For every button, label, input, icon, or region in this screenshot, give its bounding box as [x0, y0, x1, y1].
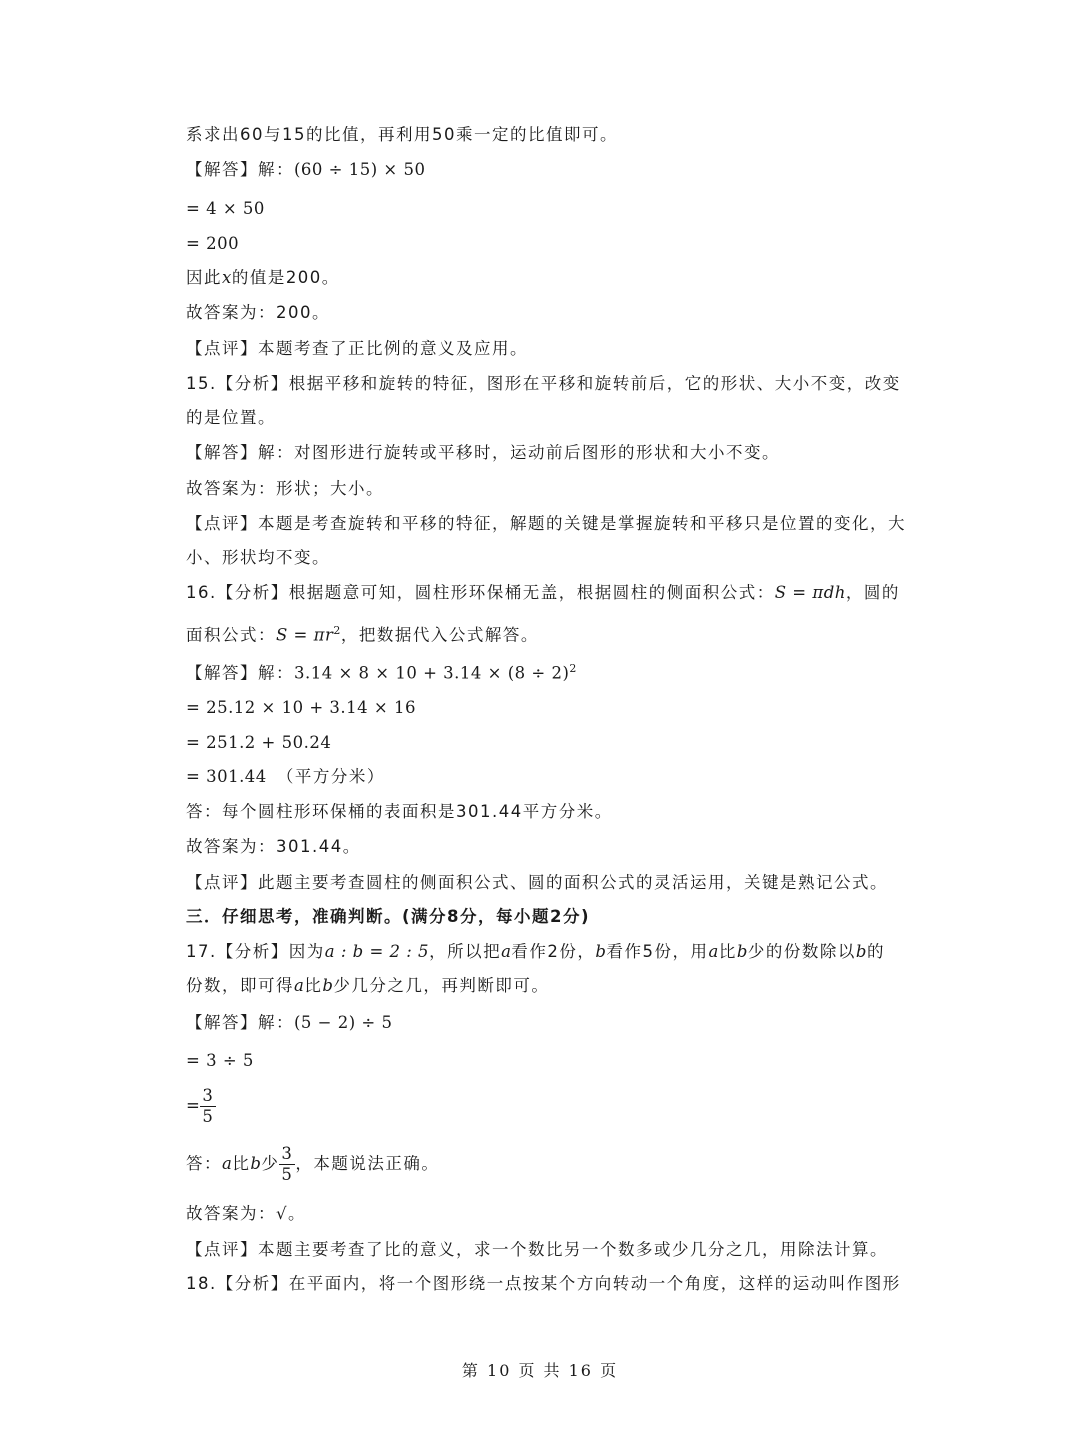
math-line: = 4 × 50 [186, 199, 265, 218]
text-span: ，本题说法正确。 [295, 1154, 440, 1173]
text-span: 16.【分析】根据题意可知，圆柱形环保桶无盖，根据圆柱的侧面积公式： [186, 583, 775, 602]
answer-tag: 【解答】解： [186, 1013, 294, 1032]
text-line: 故答案为：√。 [186, 1204, 307, 1223]
text-line: 答：每个圆柱形环保桶的表面积是301.44平方分米。 [186, 802, 613, 821]
math-expression: = 301.44 [186, 767, 267, 786]
text-line: 的是位置。 [186, 408, 276, 427]
math-line: = 200 [186, 234, 240, 253]
fraction [279, 1144, 295, 1185]
page-footer: 第 10 页 共 16 页 [461, 1361, 619, 1380]
math-variable: b [250, 1154, 262, 1173]
text-line: 【点评】本题主要考查了比的意义，求一个数比另一个数多或少几分之几，用除法计算。 [186, 1240, 888, 1259]
text-span: 的值是200。 [231, 268, 340, 287]
fraction-numerator: 3 [202, 1086, 215, 1105]
math-expression: 3.14 × 8 × 10 + 3.14 × (8 ÷ 2) [294, 663, 570, 683]
fraction-denominator: 5 [281, 1165, 294, 1184]
text-line: 故答案为：形状；大小。 [186, 479, 384, 498]
exponent: 2 [569, 662, 577, 675]
math-expression: (5 − 2) ÷ 5 [294, 1013, 393, 1032]
text-line [186, 765, 898, 789]
text-line [186, 1011, 898, 1035]
text-line: 故答案为：301.44。 [186, 837, 361, 856]
answer-tag: 【解答】解： [186, 160, 294, 179]
text-span: 比 [304, 976, 323, 995]
section-heading: 三．仔细思考，准确判断。(满分8分，每小题2分) [186, 907, 591, 926]
text-line: 故答案为：200。 [186, 303, 330, 322]
text-line [186, 619, 898, 648]
text-span: ，把数据代入公式解答。 [340, 625, 539, 645]
text-span: 的 [866, 942, 885, 961]
fraction-denominator: 5 [202, 1107, 215, 1126]
text-span: ，圆的 [845, 583, 900, 602]
fraction-numerator: 3 [281, 1144, 294, 1163]
math-variable: a [294, 976, 305, 995]
exponent: 2 [333, 624, 341, 637]
text-span: 比 [718, 942, 737, 961]
unit-label: （平方分米） [276, 767, 385, 786]
math-expression: (60 ÷ 15) × 50 [294, 160, 426, 179]
text-line [186, 158, 898, 182]
text-line: 【点评】本题是考查旋转和平移的特征，解题的关键是掌握旋转和平移只是位置的变化，大 [186, 514, 906, 533]
math-ratio: a : b = 2 : 5 [324, 942, 430, 961]
math-variable: a [708, 942, 719, 961]
math-line: = 251.2 + 50.24 [186, 733, 332, 752]
text-span: 少的份数除以 [747, 942, 856, 961]
equals-sign: = [186, 1096, 201, 1115]
text-span: ，所以把 [429, 942, 502, 961]
math-formula: S = πdh [774, 583, 846, 602]
math-variable: b [322, 976, 334, 995]
fraction [200, 1086, 216, 1127]
math-variable: a [222, 1154, 233, 1173]
text-line [186, 657, 898, 686]
math-line [186, 1084, 898, 1128]
text-line: 【点评】此题主要考查圆柱的侧面积公式、圆的面积公式的灵活运用，关键是熟记公式。 [186, 873, 888, 892]
math-variable: a [501, 942, 512, 961]
text-span: 少 [261, 1154, 280, 1173]
math-line: = 3 ÷ 5 [186, 1051, 254, 1070]
math-line: = 25.12 × 10 + 3.14 × 16 [186, 698, 416, 717]
text-span: 少几分之几，再判断即可。 [333, 976, 550, 995]
math-variable: x [222, 268, 232, 287]
text-span: 面积公式： [186, 625, 276, 645]
text-span: 17.【分析】因为 [186, 942, 325, 961]
text-line: 【解答】解：对图形进行旋转或平移时，运动前后图形的形状和大小不变。 [186, 443, 780, 462]
text-line [186, 940, 898, 964]
math-variable: b [595, 942, 607, 961]
text-line [186, 974, 898, 998]
math-variable: b [855, 942, 867, 961]
text-line: 【点评】本题考查了正比例的意义及应用。 [186, 339, 528, 358]
text-line [186, 266, 898, 290]
text-span: 答： [186, 1154, 222, 1173]
text-line: 15.【分析】根据平移和旋转的特征，图形在平移和旋转前后，它的形状、大小不变，改变 [186, 374, 901, 393]
math-variable: b [736, 942, 748, 961]
answer-tag: 【解答】解： [186, 663, 294, 683]
text-line: 小、形状均不变。 [186, 548, 330, 567]
text-line [186, 1142, 898, 1186]
text-span: 因此 [186, 268, 222, 287]
math-formula: S = πr [276, 625, 334, 645]
text-span: 看作2份， [511, 942, 596, 961]
text-line [186, 581, 898, 605]
text-span: 看作5份，用 [606, 942, 709, 961]
text-span: 比 [232, 1154, 251, 1173]
text-line: 系求出60与15的比值，再利用50乘一定的比值即可。 [186, 125, 618, 144]
text-span: 份数，即可得 [186, 976, 294, 995]
text-line: 18.【分析】在平面内，将一个图形绕一点按某个方向转动一个角度，这样的运动叫作图形 [186, 1274, 901, 1293]
